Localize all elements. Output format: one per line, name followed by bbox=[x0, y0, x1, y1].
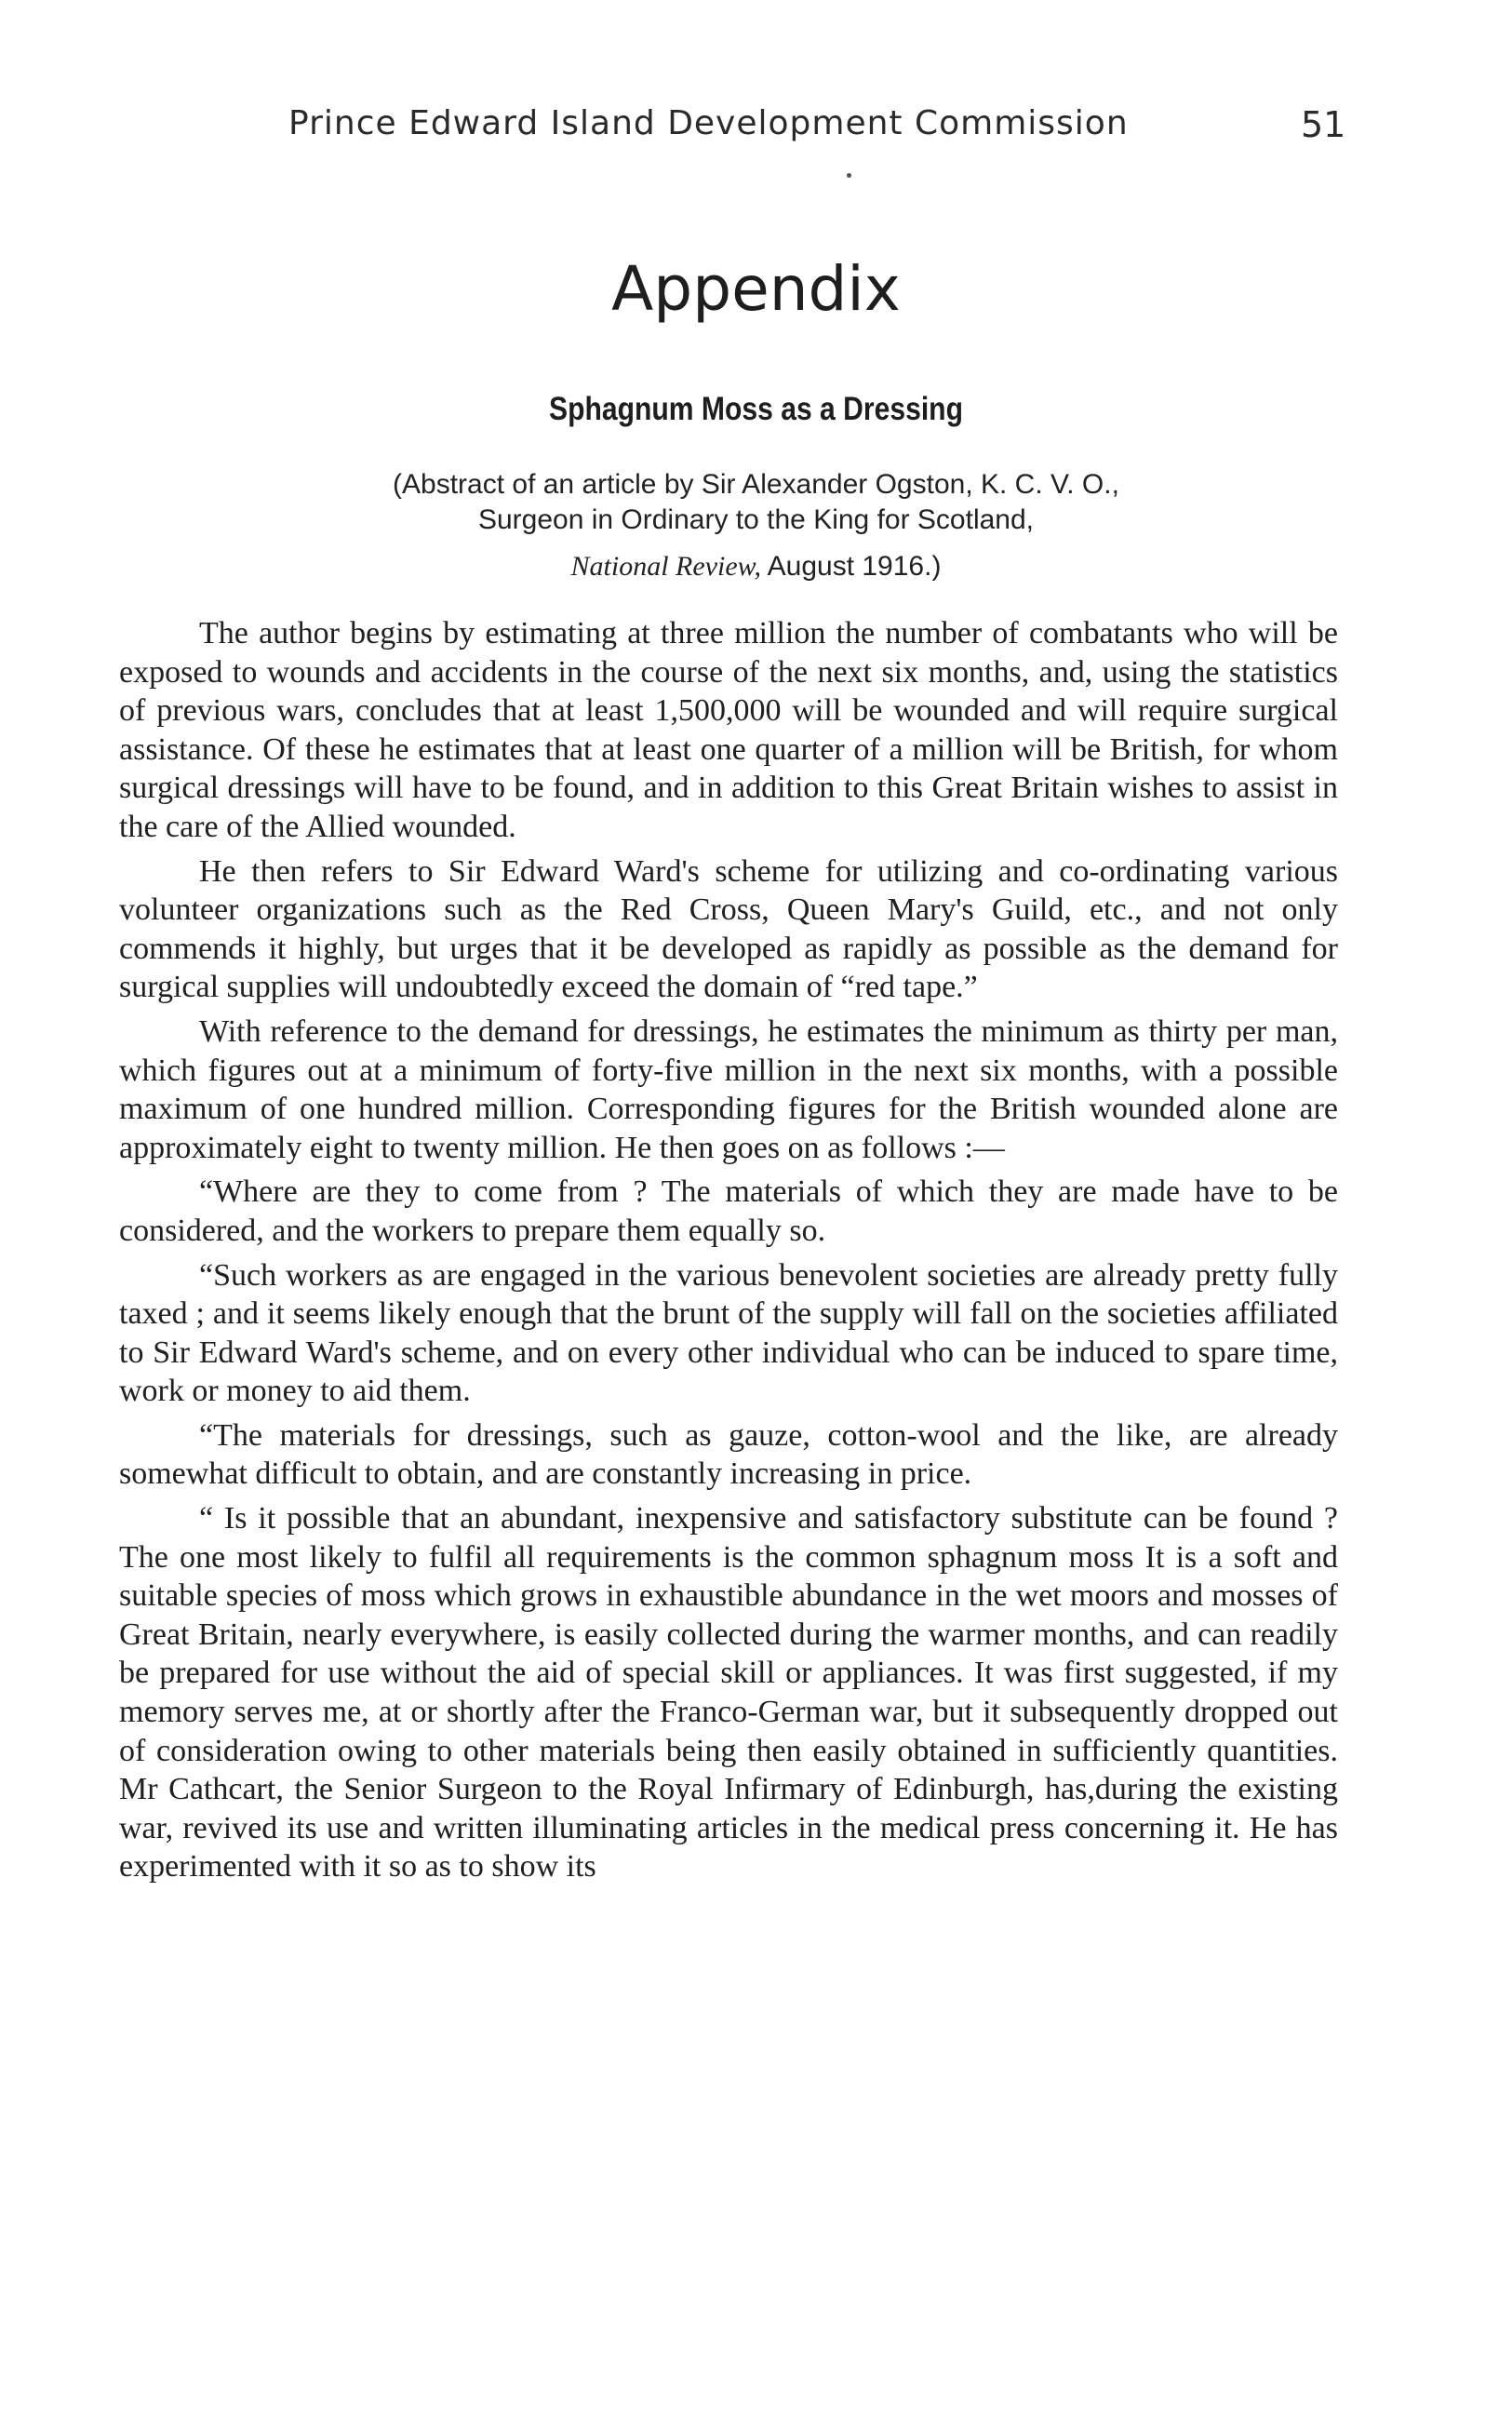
abstract-line-position: Surgeon in Ordinary to the King for Scotland, bbox=[477, 504, 1034, 535]
article-subtitle: Sphagnum Moss as a Dressing bbox=[549, 391, 963, 427]
article-body bbox=[119, 614, 1338, 1892]
page-number: 51 bbox=[1301, 104, 1346, 145]
abstract-line-author: (Abstract of an article by Sir Alexander Ogston, K. C. V. O., bbox=[393, 469, 1119, 500]
paragraph: “Where are they to come from ? The materials of which they are made have to be considered, and the workers to prepare them equally so. bbox=[119, 1174, 1338, 1248]
paragraph: “ Is it possible that an abundant, inexpensive and satisfactory substitute can be found ? The one most likely to fulfil all requirements is the common sphagnum moss It is a soft and suitable species of moss which grows in exhaustible abundance in the wet moors and mosses of Great Britain, nearly everywhere, is easily collected during the warmer months, and can readily be prepared for use without the aid of special skill or appliances. It was first suggested, if my memory serves me, at or shortly after the Franco-German war, but it subsequently dropped out of consideration owing to other materials being then easily obtained in sufficiently quantities. Mr Cathcart, the Senior Surgeon to the Royal Infirmary of Edinburgh, has,during the existing war, revived its use and written illuminating articles in the medical press concerning it. He has experimented with it so as to show its bbox=[119, 1501, 1338, 1885]
paragraph: “The materials for dressings, such as gauze, cotton-wool and the like, are already somewhat difficult to obtain, and are constantly increasing in price. bbox=[119, 1417, 1338, 1492]
abstract-line-source bbox=[0, 549, 1512, 584]
abstract-citation bbox=[0, 467, 1512, 584]
publication-date: August 1916.) bbox=[760, 551, 942, 582]
page-title: Appendix bbox=[611, 253, 901, 325]
paragraph: With reference to the demand for dressings, he estimates the minimum as thirty per man, which figures out at a minimum of forty-five million in the next six months, with a possible maximum of one hundred million. Corresponding figures for the British wounded alone are approximately eight to twenty million. He then goes on as follows :— bbox=[119, 1013, 1338, 1165]
paragraph: “Such workers as are engaged in the various benevolent societies are already pretty fully taxed ; and it seems likely enough that the brunt of the supply will fall on the societies affiliated to Sir Edward Ward's scheme, and on every other individual who can be induced to spare time, work or money to aid them. bbox=[119, 1257, 1338, 1409]
paragraph: He then refers to Sir Edward Ward's scheme for utilizing and co-ordinating various volunteer organizations such as the Red Cross, Queen Mary's Guild, etc., and not only commends it highly, but urges that it be developed as rapidly as possible as the demand for surgical supplies will undoubtedly exceed the domain of “red tape.” bbox=[119, 853, 1338, 1005]
running-header: Prince Edward Island Development Commission bbox=[288, 104, 1129, 142]
print-speck bbox=[847, 173, 851, 178]
journal-name: National Review, bbox=[570, 551, 761, 582]
paragraph: The author begins by estimating at three million the number of combatants who will be exposed to wounds and accidents in the course of the next six months, and, using the statistics of previous wars, concludes that at least 1,500,000 will be wounded and will require surgical assistance. Of these he estimates that at least one quarter of a million will be British, for whom surgical dressings will have to be found, and in addition to this Great Britain wishes to assist in the care of the Allied wounded. bbox=[119, 616, 1338, 844]
